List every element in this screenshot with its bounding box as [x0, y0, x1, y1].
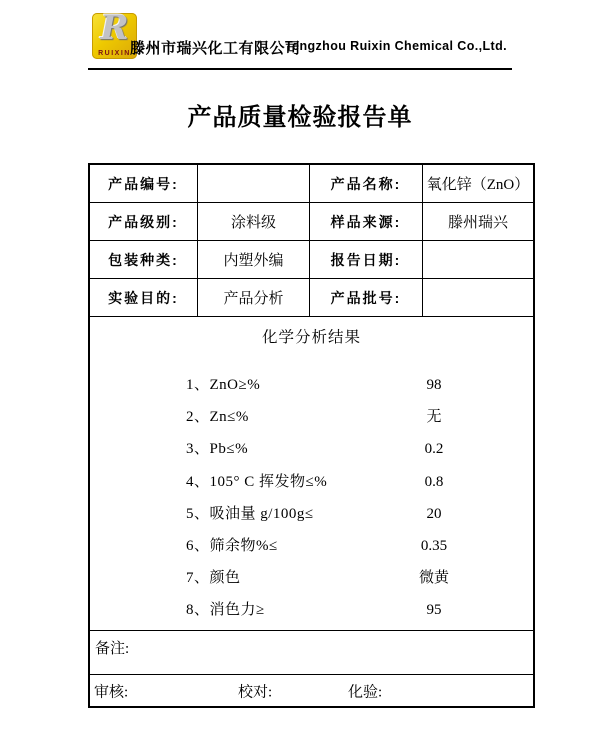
analysis-item-value: 0.35 [420, 537, 448, 554]
analysis-item-label: 1、ZnO≥% [186, 377, 261, 393]
company-name-en: Tengzhou Ruixin Chemical Co.,Ltd. [285, 39, 507, 53]
analysis-item-label: 3、Pb≤% [186, 441, 249, 458]
analysis-items [90, 369, 533, 627]
field-value-product-name: 氧化锌（ZnO） [426, 177, 530, 193]
analysis-heading: 化学分析结果 [261, 329, 361, 346]
analysis-item-sieve-residue [90, 530, 533, 562]
analysis-item-label: 6、筛余物%≤ [186, 537, 278, 554]
analysis-item-label: 5、吸油量 g/100g≤ [186, 505, 314, 522]
analysis-item-zn [90, 401, 533, 433]
field-label-sample-source: 样品来源: [310, 203, 423, 240]
analysis-item-value: 微黄 [418, 570, 449, 587]
field-value-product-code [198, 165, 310, 202]
analysis-item-value: 0.8 [424, 473, 444, 490]
analysis-item-tinting-strength [90, 594, 533, 626]
field-label-packaging: 包装种类: [90, 241, 198, 278]
info-row-packaging [90, 241, 533, 279]
letterhead-divider [88, 68, 512, 70]
field-value-report-date [423, 241, 533, 278]
logo-r-glyph: R [100, 8, 129, 48]
analysis-item-value: 95 [426, 602, 442, 619]
analysis-item-label: 2、Zn≤% [186, 409, 249, 426]
info-row-product-code [90, 165, 533, 203]
logo-brand-text: RUIXIN [98, 50, 131, 57]
analysis-item-oil-absorption [90, 498, 533, 530]
analysis-item-value: 无 [426, 409, 442, 426]
analysis-item-label: 4、105° C 挥发物≤% [186, 473, 328, 490]
remarks-label: 备注: [95, 641, 130, 657]
signatures-row [90, 675, 533, 706]
signature-assay-label: 化验: [348, 684, 383, 700]
analysis-item-zno [90, 369, 533, 401]
field-value-batch-number [423, 279, 533, 316]
analysis-item-value: 20 [426, 505, 442, 522]
field-value-sample-source: 滕州瑞兴 [447, 215, 508, 231]
analysis-section [90, 317, 533, 631]
field-value-product-grade: 涂料级 [198, 203, 310, 240]
analysis-item-pb [90, 433, 533, 465]
analysis-item-value: 0.2 [424, 441, 444, 458]
field-value-packaging: 内塑外编 [198, 241, 310, 278]
company-name-cn: 滕州市瑞兴化工有限公司 [130, 41, 301, 57]
info-row-test-purpose [90, 279, 533, 317]
analysis-item-label: 8、消色力≥ [186, 602, 265, 619]
info-row-product-grade [90, 203, 533, 241]
analysis-item-color [90, 562, 533, 594]
analysis-item-value: 98 [426, 377, 442, 393]
signature-review-label: 审核: [94, 684, 129, 700]
signature-proofread-label: 校对: [238, 684, 273, 700]
field-label-product-grade: 产品级别: [90, 203, 198, 240]
report-table [88, 163, 535, 708]
field-label-product-name: 产品名称: [310, 165, 423, 202]
analysis-item-label: 7、颜色 [186, 570, 241, 587]
remarks-row [90, 631, 533, 675]
field-label-batch-number: 产品批号: [310, 279, 423, 316]
field-label-report-date: 报告日期: [310, 241, 423, 278]
report-title: 产品质量检验报告单 [187, 104, 413, 131]
field-label-product-code: 产品编号: [90, 165, 198, 202]
field-label-test-purpose: 实验目的: [90, 279, 198, 316]
field-value-test-purpose: 产品分析 [198, 279, 310, 316]
analysis-item-volatiles [90, 466, 533, 498]
